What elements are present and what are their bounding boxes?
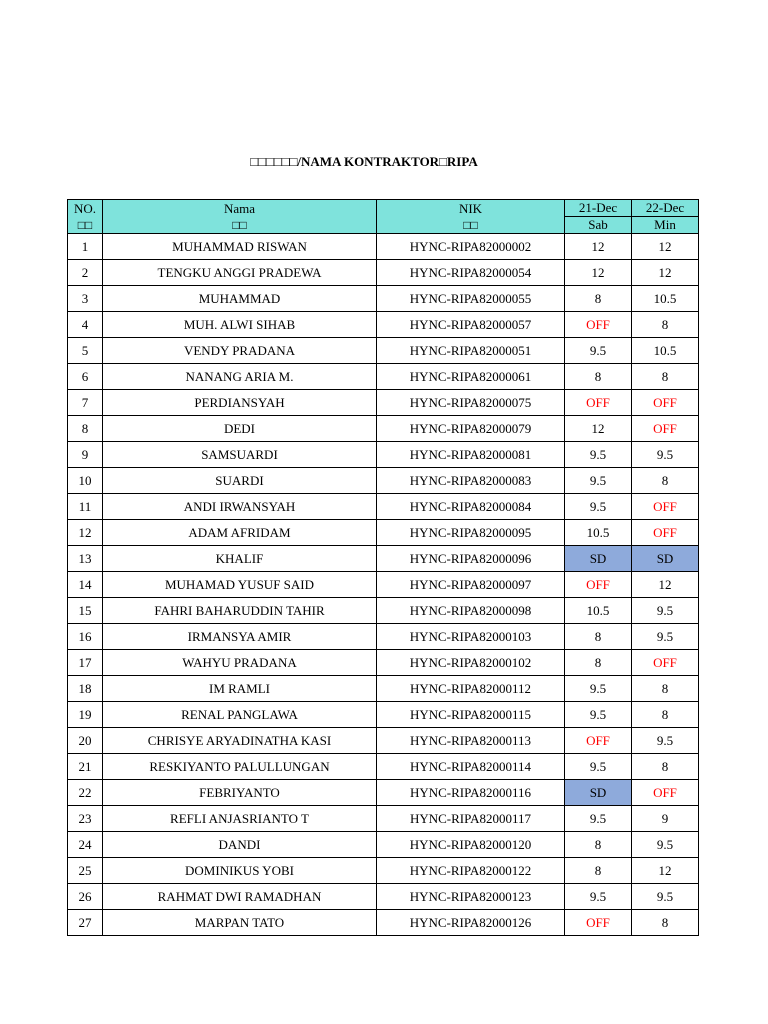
day2-value: SD xyxy=(632,546,699,572)
day2-value: OFF xyxy=(632,520,699,546)
table-row xyxy=(68,702,699,728)
day1-value: 10.5 xyxy=(565,598,632,624)
employee-name: ADAM AFRIDAM xyxy=(103,520,377,546)
table-row xyxy=(68,806,699,832)
employee-name: DOMINIKUS YOBI xyxy=(103,858,377,884)
row-number: 10 xyxy=(68,468,103,494)
row-number: 5 xyxy=(68,338,103,364)
day2-value: 8 xyxy=(632,702,699,728)
row-number: 15 xyxy=(68,598,103,624)
day2-value: 12 xyxy=(632,234,699,260)
day1-value: 12 xyxy=(565,234,632,260)
employee-nik: HYNC-RIPA82000051 xyxy=(377,338,565,364)
employee-name: MARPAN TATO xyxy=(103,910,377,936)
table-row xyxy=(68,728,699,754)
day2-value: OFF xyxy=(632,494,699,520)
table-row xyxy=(68,754,699,780)
employee-nik: HYNC-RIPA82000113 xyxy=(377,728,565,754)
document-title: □□□□□□/NAMA KONTRAKTOR□RIPA xyxy=(250,154,478,169)
employee-nik: HYNC-RIPA82000055 xyxy=(377,286,565,312)
row-number: 7 xyxy=(68,390,103,416)
day2-value: OFF xyxy=(632,650,699,676)
header-day2-weekday: Min xyxy=(632,217,699,234)
employee-name: MUHAMMAD RISWAN xyxy=(103,234,377,260)
row-number: 13 xyxy=(68,546,103,572)
employee-name: IRMANSYA AMIR xyxy=(103,624,377,650)
table-row xyxy=(68,624,699,650)
employee-nik: HYNC-RIPA82000117 xyxy=(377,806,565,832)
table-row xyxy=(68,520,699,546)
employee-name: TENGKU ANGGI PRADEWA xyxy=(103,260,377,286)
employee-nik: HYNC-RIPA82000002 xyxy=(377,234,565,260)
day1-value: 8 xyxy=(565,858,632,884)
employee-name: SUARDI xyxy=(103,468,377,494)
table-row xyxy=(68,312,699,338)
employee-name: FAHRI BAHARUDDIN TAHIR xyxy=(103,598,377,624)
employee-nik: HYNC-RIPA82000054 xyxy=(377,260,565,286)
day2-value: 8 xyxy=(632,312,699,338)
header-no-label: NO. xyxy=(73,200,97,216)
employee-nik: HYNC-RIPA82000126 xyxy=(377,910,565,936)
row-number: 25 xyxy=(68,858,103,884)
employee-name: IM RAMLI xyxy=(103,676,377,702)
header-name-label: Nama xyxy=(223,200,256,216)
employee-name: PERDIANSYAH xyxy=(103,390,377,416)
day2-value: 10.5 xyxy=(632,338,699,364)
row-number: 12 xyxy=(68,520,103,546)
employee-nik: HYNC-RIPA82000112 xyxy=(377,676,565,702)
employee-name: SAMSUARDI xyxy=(103,442,377,468)
row-number: 26 xyxy=(68,884,103,910)
employee-name: RESKIYANTO PALULLUNGAN xyxy=(103,754,377,780)
day2-value: 9.5 xyxy=(632,598,699,624)
day2-value: 8 xyxy=(632,754,699,780)
day1-value: 10.5 xyxy=(565,520,632,546)
day1-value: 8 xyxy=(565,624,632,650)
employee-name: WAHYU PRADANA xyxy=(103,650,377,676)
header-no-sublabel: □□ xyxy=(77,217,93,232)
employee-nik: HYNC-RIPA82000098 xyxy=(377,598,565,624)
roster-body xyxy=(68,234,699,936)
day2-value: 12 xyxy=(632,260,699,286)
table-row xyxy=(68,884,699,910)
day2-value: 12 xyxy=(632,858,699,884)
row-number: 9 xyxy=(68,442,103,468)
day2-value: 9.5 xyxy=(632,624,699,650)
row-number: 14 xyxy=(68,572,103,598)
day2-value: 8 xyxy=(632,910,699,936)
day1-value: 9.5 xyxy=(565,338,632,364)
day2-value: 12 xyxy=(632,572,699,598)
header-day2-date: 22-Dec xyxy=(632,200,699,217)
day1-value: 12 xyxy=(565,260,632,286)
employee-name: CHRISYE ARYADINATHA KASI xyxy=(103,728,377,754)
row-number: 6 xyxy=(68,364,103,390)
day2-value: OFF xyxy=(632,780,699,806)
day1-value: 8 xyxy=(565,832,632,858)
row-number: 3 xyxy=(68,286,103,312)
employee-nik: HYNC-RIPA82000102 xyxy=(377,650,565,676)
day1-value: 8 xyxy=(565,286,632,312)
day1-value: SD xyxy=(565,780,632,806)
header-name-sublabel: □□ xyxy=(232,217,247,232)
row-number: 1 xyxy=(68,234,103,260)
header-no xyxy=(68,200,103,234)
employee-nik: HYNC-RIPA82000116 xyxy=(377,780,565,806)
table-row xyxy=(68,598,699,624)
day1-value: 9.5 xyxy=(565,754,632,780)
employee-nik: HYNC-RIPA82000084 xyxy=(377,494,565,520)
row-number: 18 xyxy=(68,676,103,702)
table-row xyxy=(68,676,699,702)
day1-value: 9.5 xyxy=(565,494,632,520)
day1-value: OFF xyxy=(565,728,632,754)
table-row xyxy=(68,832,699,858)
day2-value: OFF xyxy=(632,416,699,442)
employee-name: VENDY PRADANA xyxy=(103,338,377,364)
day2-value: 9.5 xyxy=(632,832,699,858)
employee-nik: HYNC-RIPA82000096 xyxy=(377,546,565,572)
table-row xyxy=(68,468,699,494)
employee-nik: HYNC-RIPA82000120 xyxy=(377,832,565,858)
table-row xyxy=(68,416,699,442)
table-row xyxy=(68,494,699,520)
day1-value: 9.5 xyxy=(565,702,632,728)
employee-name: NANANG ARIA M. xyxy=(103,364,377,390)
day2-value: 9 xyxy=(632,806,699,832)
day1-value: 12 xyxy=(565,416,632,442)
day1-value: 9.5 xyxy=(565,468,632,494)
row-number: 8 xyxy=(68,416,103,442)
employee-name: RENAL PANGLAWA xyxy=(103,702,377,728)
table-row xyxy=(68,338,699,364)
row-number: 20 xyxy=(68,728,103,754)
table-row xyxy=(68,780,699,806)
row-number: 16 xyxy=(68,624,103,650)
employee-nik: HYNC-RIPA82000083 xyxy=(377,468,565,494)
employee-nik: HYNC-RIPA82000081 xyxy=(377,442,565,468)
employee-name: KHALIF xyxy=(103,546,377,572)
header-nik-sublabel: □□ xyxy=(463,217,478,232)
day1-value: SD xyxy=(565,546,632,572)
table-row xyxy=(68,390,699,416)
employee-name: MUHAMMAD xyxy=(103,286,377,312)
employee-nik: HYNC-RIPA82000114 xyxy=(377,754,565,780)
day1-value: 9.5 xyxy=(565,676,632,702)
header-nik-label: NIK xyxy=(458,200,483,216)
header-day1-weekday: Sab xyxy=(565,217,632,234)
day1-value: 8 xyxy=(565,650,632,676)
employee-nik: HYNC-RIPA82000103 xyxy=(377,624,565,650)
day2-value: 8 xyxy=(632,468,699,494)
row-number: 24 xyxy=(68,832,103,858)
table-row xyxy=(68,650,699,676)
employee-nik: HYNC-RIPA82000057 xyxy=(377,312,565,338)
table-row xyxy=(68,546,699,572)
day2-value: 8 xyxy=(632,364,699,390)
row-number: 21 xyxy=(68,754,103,780)
employee-nik: HYNC-RIPA82000079 xyxy=(377,416,565,442)
employee-name: REFLI ANJASRIANTO T xyxy=(103,806,377,832)
employee-nik: HYNC-RIPA82000095 xyxy=(377,520,565,546)
table-row xyxy=(68,260,699,286)
employee-name: MUHAMAD YUSUF SAID xyxy=(103,572,377,598)
day1-value: 9.5 xyxy=(565,442,632,468)
header-day1-date: 21-Dec xyxy=(565,200,632,217)
table-row xyxy=(68,572,699,598)
employee-nik: HYNC-RIPA82000097 xyxy=(377,572,565,598)
row-number: 2 xyxy=(68,260,103,286)
table-row xyxy=(68,234,699,260)
day1-value: OFF xyxy=(565,312,632,338)
day2-value: 9.5 xyxy=(632,884,699,910)
employee-name: DANDI xyxy=(103,832,377,858)
row-number: 22 xyxy=(68,780,103,806)
employee-name: DEDI xyxy=(103,416,377,442)
day1-value: OFF xyxy=(565,910,632,936)
day2-value: 10.5 xyxy=(632,286,699,312)
row-number: 17 xyxy=(68,650,103,676)
employee-name: FEBRIYANTO xyxy=(103,780,377,806)
header-name xyxy=(103,200,377,234)
employee-nik: HYNC-RIPA82000122 xyxy=(377,858,565,884)
day2-value: 9.5 xyxy=(632,442,699,468)
table-row xyxy=(68,858,699,884)
row-number: 19 xyxy=(68,702,103,728)
day2-value: OFF xyxy=(632,390,699,416)
table-row xyxy=(68,286,699,312)
day1-value: 9.5 xyxy=(565,884,632,910)
roster-table xyxy=(67,199,699,936)
row-number: 11 xyxy=(68,494,103,520)
employee-name: MUH. ALWI SIHAB xyxy=(103,312,377,338)
table-row xyxy=(68,910,699,936)
employee-name: ANDI IRWANSYAH xyxy=(103,494,377,520)
day1-value: 8 xyxy=(565,364,632,390)
row-number: 4 xyxy=(68,312,103,338)
employee-nik: HYNC-RIPA82000061 xyxy=(377,364,565,390)
day2-value: 9.5 xyxy=(632,728,699,754)
header-nik xyxy=(377,200,565,234)
day1-value: 9.5 xyxy=(565,806,632,832)
employee-nik: HYNC-RIPA82000115 xyxy=(377,702,565,728)
row-number: 27 xyxy=(68,910,103,936)
day2-value: 8 xyxy=(632,676,699,702)
employee-name: RAHMAT DWI RAMADHAN xyxy=(103,884,377,910)
table-row xyxy=(68,442,699,468)
day1-value: OFF xyxy=(565,390,632,416)
employee-nik: HYNC-RIPA82000123 xyxy=(377,884,565,910)
day1-value: OFF xyxy=(565,572,632,598)
table-row xyxy=(68,364,699,390)
employee-nik: HYNC-RIPA82000075 xyxy=(377,390,565,416)
row-number: 23 xyxy=(68,806,103,832)
